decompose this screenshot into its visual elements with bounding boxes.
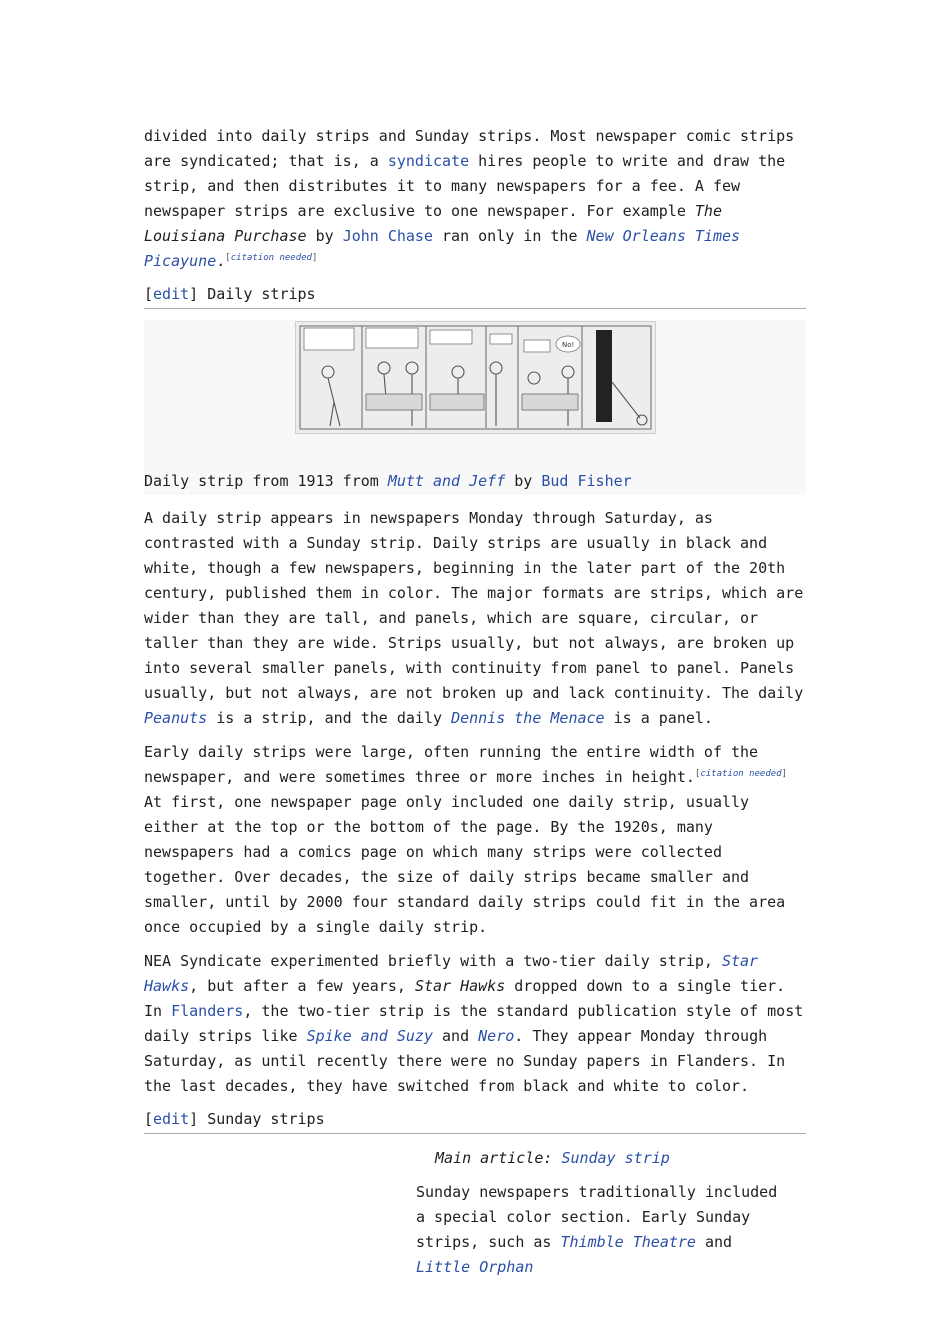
mutt-and-jeff-link[interactable] [388, 472, 505, 490]
paragraph-text: Sunday newspapers traditionally included a special color section. Early Sunday strips, such as [416, 1183, 778, 1251]
citation-needed[interactable]: [citation needed] [694, 769, 788, 779]
edit-link-daily[interactable]: edit [153, 285, 190, 303]
nero-link[interactable] [478, 1027, 514, 1045]
thimble-theatre-title: Thimble Theatre [560, 1233, 696, 1251]
intro-text: . [216, 252, 226, 270]
little-orphan-link[interactable] [416, 1258, 533, 1276]
comic-strip-drawing [296, 322, 655, 433]
nero-title: Nero [478, 1027, 515, 1045]
dennis-the-menace-link[interactable] [451, 709, 605, 727]
syndicate-link[interactable]: syndicate [387, 152, 470, 170]
citation-needed[interactable]: [citation needed] [225, 253, 318, 263]
dennis-the-menace-title: Dennis the Menace [451, 709, 605, 727]
figure-mutt-and-jeff [144, 320, 806, 495]
paragraph-text: A daily strip appears in newspapers Monday through Saturday, as contrasted with a Sunday strip. Daily strips are usually in black and white, though a few newspapers, beginning in the later part of the 20th century, published them in color. The major formats are strips, which are wider than they are tall, and panels, which are square, circular, or taller than they are wide. Strips usually, but not always, are broken up into several smaller panels, with continuity from panel to panel. Panels usually, but not always, are not broken up and lack continuity. The daily [144, 509, 804, 702]
section-title: Daily strips [207, 285, 316, 303]
figure-caption [144, 470, 632, 492]
caption-text: Daily strip from 1913 from [144, 472, 388, 490]
edit-link-sunday[interactable]: edit [153, 1110, 190, 1128]
article-body [144, 124, 806, 1280]
comic-strip-image[interactable] [295, 321, 656, 434]
paragraph-text: and [433, 1027, 479, 1045]
main-article-label: Main article: [435, 1149, 562, 1167]
main-article-note [435, 1147, 806, 1169]
bud-fisher-link[interactable]: Bud Fisher [541, 472, 632, 490]
spike-and-suzy-title: Spike and Suzy [306, 1027, 433, 1045]
star-hawks-title: Star Hawks [144, 952, 759, 995]
star-hawks-title: Star Hawks [414, 977, 506, 995]
paragraph-text: NEA Syndicate experimented briefly with a two-tier daily strip, [144, 952, 722, 970]
section-title: Sunday strips [207, 1110, 325, 1128]
paragraph-text: At first, one newspaper page only included one daily strip, usually either at the top or the bottom of the page. By the 1920s, many newspapers had a comics page on which many strips were collected together. Over decades, the size of daily strips became smaller and smaller, until by 2000 four standard daily strips could fit in the area once occupied by a single daily strip. [144, 793, 786, 936]
paragraph-text: is a panel. [604, 709, 713, 727]
peanuts-title: Peanuts [144, 709, 208, 727]
sunday-paragraph [416, 1180, 786, 1280]
louisiana-purchase-title: The Louisiana Purchase [144, 202, 722, 245]
flanders-link[interactable]: Flanders [171, 1002, 244, 1020]
paragraph-text: is a strip, and the daily [207, 709, 452, 727]
picayune-title: New Orleans Times Picayune [144, 227, 741, 270]
daily-strip-paragraph [144, 506, 806, 731]
section-heading-daily-strips: [edit] Daily strips [144, 283, 806, 309]
early-daily-paragraph [144, 740, 806, 940]
mutt-and-jeff-title: Mutt and Jeff [387, 472, 506, 490]
citation-text[interactable]: citation needed [700, 769, 782, 779]
citation-text[interactable]: citation needed [230, 253, 312, 263]
john-chase-link[interactable]: John Chase [342, 227, 433, 245]
section-heading-sunday-strips: [edit] Sunday strips [144, 1108, 806, 1134]
paragraph-text: , but after a few years, [189, 977, 415, 995]
paragraph-text: and [695, 1233, 733, 1251]
peanuts-link[interactable] [144, 709, 207, 727]
spike-and-suzy-link[interactable] [307, 1027, 433, 1045]
intro-text: by [306, 227, 343, 245]
thimble-theatre-link[interactable] [561, 1233, 696, 1251]
intro-text: ran only in the [433, 227, 587, 245]
paragraph-text: . They appear Monday through Saturday, as until recently there were no Sunday papers in Flanders. In the last decades, they have switched from black and white to color. [144, 1027, 786, 1095]
intro-text: hires people to write and draw the strip, and then distributes it to many newspapers for a fee. A few newspaper strips are exclusive to one newspaper. For example [144, 152, 786, 220]
paragraph-text: Early daily strips were large, often running the entire width of the newspaper, and were sometimes three or more inches in height. [144, 743, 759, 786]
paragraph-text: dropped down to a single tier. In [144, 977, 786, 1020]
little-orphan-title: Little Orphan [416, 1258, 534, 1276]
sunday-strip-link[interactable]: Sunday strip [561, 1149, 670, 1167]
paragraph-text: , the two-tier strip is the standard publication style of most daily strips like [144, 1002, 804, 1045]
intro-text: divided into daily strips and Sunday strips. Most newspaper comic strips are syndicated; that is, a [144, 127, 795, 170]
nea-syndicate-paragraph [144, 949, 806, 1099]
speech-balloon-text: No! [562, 341, 575, 349]
intro-paragraph [144, 124, 806, 274]
caption-text: by [505, 472, 542, 490]
